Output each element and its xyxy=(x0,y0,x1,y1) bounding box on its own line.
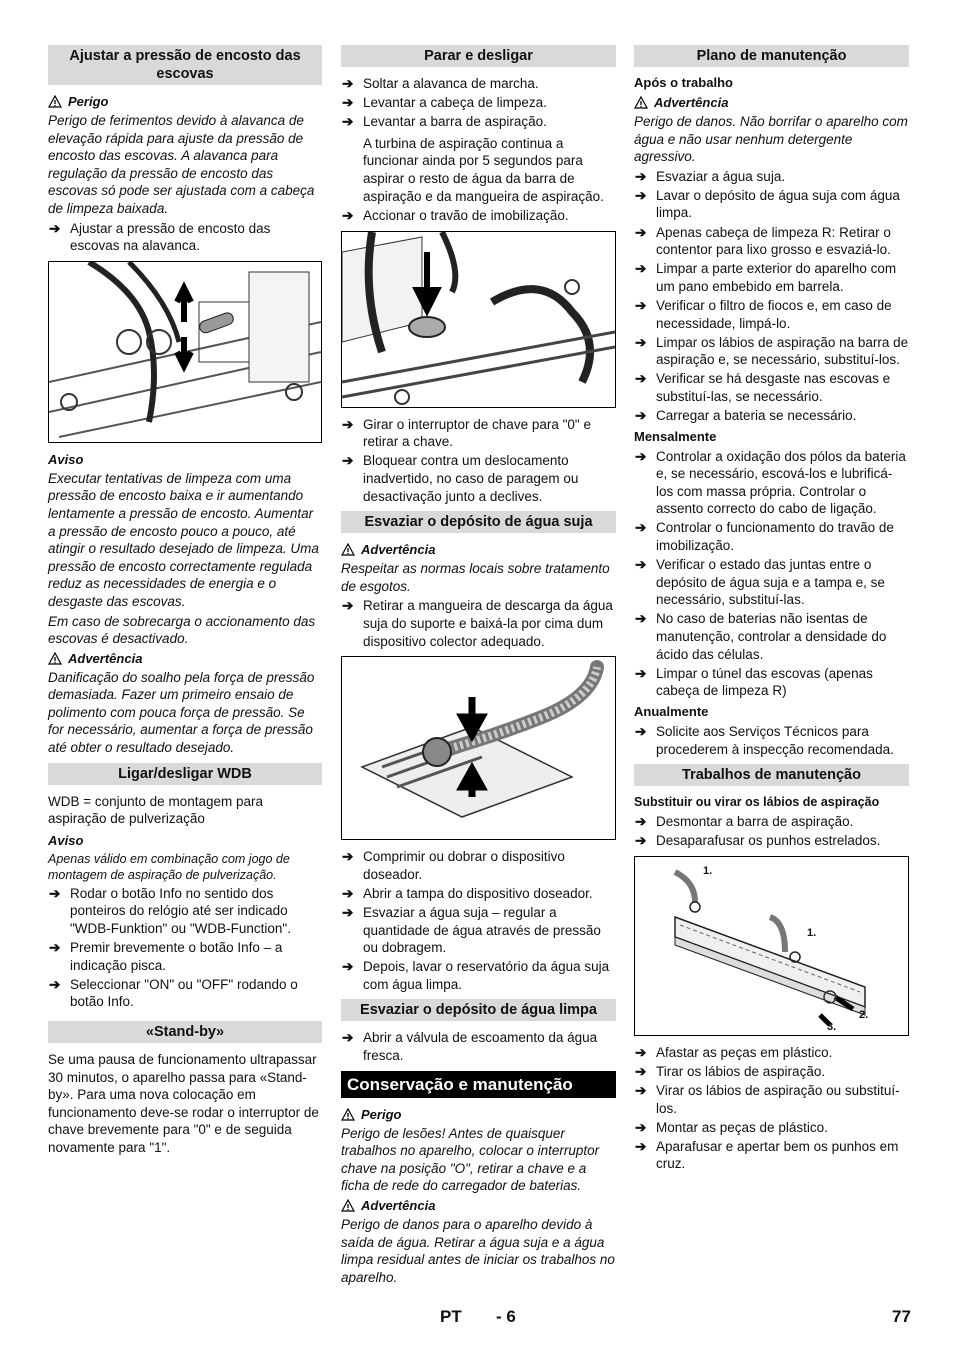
warning-text: Danificação do soalho pela força de pressão demasiada. Fazer um primeiro ensaio de polimento com pouca força de pressão. Se for necessário, aumentar a força de pressão até obter o resultado desejado. xyxy=(48,669,315,756)
arrow-right-icon: ➔ xyxy=(342,114,354,130)
notice-label: Aviso xyxy=(48,451,84,467)
step-item: ➔ Solicite aos Serviços Técnicos para procederem à inspecção recomendada. xyxy=(635,723,894,757)
section-heading: Parar e desligar xyxy=(341,45,616,67)
section-heading: Esvaziar o depósito de água suja xyxy=(341,511,616,533)
step-item: ➔ Abrir a tampa do dispositivo doseador. xyxy=(342,885,593,901)
step-item: ➔ Rodar o botão Info no sentido dos ponteiros do relógio até ser indicado "WDB-Funktion" ou "WDB-Function". xyxy=(49,885,291,937)
warning-label: Advertência xyxy=(48,650,322,667)
step-item: ➔ Accionar o travão de imobilização. xyxy=(342,208,569,224)
arrow-right-icon: ➔ xyxy=(635,334,647,350)
arrow-right-icon: ➔ xyxy=(635,1044,647,1060)
warning-triangle-icon xyxy=(341,1108,355,1121)
warning-triangle-icon xyxy=(341,543,355,556)
step-item: ➔ Carregar a bateria se necessário. xyxy=(635,408,857,423)
squeegee-lip-figure xyxy=(634,856,909,1036)
step-item: ➔ Aparafusar e apertar bem os punhos em cruz. xyxy=(635,1138,899,1172)
arrow-right-icon: ➔ xyxy=(342,416,354,432)
arrow-right-icon: ➔ xyxy=(635,448,647,464)
drain-hose-figure xyxy=(341,656,616,840)
step-item: ➔ Apenas cabeça de limpeza R: Retirar o contentor para lixo grosso e esvaziá-lo. xyxy=(635,224,891,258)
step-item: ➔ Esvaziar a água suja – regular a quantidade de água através de pressão ou dobragem. xyxy=(342,904,601,956)
figure-callout-1: 1. xyxy=(703,864,713,877)
step-item: ➔ Controlar a oxidação dos pólos da bateria e, se necessário, escová-los e lubrificá-los com massa própria. Controlar o assento correcto do cabo de ligação. xyxy=(635,448,906,517)
footer-page-local: - 6 xyxy=(496,1307,516,1326)
arrow-right-icon: ➔ xyxy=(635,1138,647,1154)
arrow-right-icon: ➔ xyxy=(635,371,647,387)
arrow-right-icon: ➔ xyxy=(635,665,647,681)
arrow-right-icon: ➔ xyxy=(635,224,647,240)
section-heading: «Stand-by» xyxy=(48,1021,322,1043)
step-item: ➔ No caso de baterias não isentas de manutenção, controlar a densidade do ácido das células. xyxy=(635,611,887,662)
arrow-right-icon: ➔ xyxy=(342,959,354,975)
step-list xyxy=(634,723,909,758)
step-list xyxy=(341,1029,616,1064)
arrow-right-icon: ➔ xyxy=(49,220,61,236)
arrow-right-icon: ➔ xyxy=(342,598,354,614)
arrow-right-icon: ➔ xyxy=(342,885,354,901)
step-item: ➔ Afastar as peças em plástico. xyxy=(635,1044,833,1060)
notice-text: Apenas válido em combinação com jogo de montagem de aspiração de pulverização. xyxy=(48,851,290,882)
warning-label: Advertência xyxy=(341,1197,616,1214)
warning-label: Advertência xyxy=(341,541,616,558)
arrow-right-icon: ➔ xyxy=(635,1082,647,1098)
step-item: ➔ Tirar os lábios de aspiração. xyxy=(635,1063,826,1079)
parking-brake-figure xyxy=(341,231,616,408)
column-3 xyxy=(634,45,909,1177)
step-list xyxy=(341,416,616,505)
step-item: ➔ Retirar a mangueira de descarga da água suja do suporte e baixá-la por cima dum dispositivo colector adequado. xyxy=(342,598,613,649)
arrow-right-icon: ➔ xyxy=(342,95,354,111)
warning-label: Advertência xyxy=(634,94,909,111)
warning-triangle-icon xyxy=(634,96,648,109)
warning-triangle-icon xyxy=(341,1199,355,1212)
step-list xyxy=(634,168,909,425)
step-item: ➔ Limpar a parte exterior do aparelho com um pano embebido em barrela. xyxy=(635,261,897,294)
subheading: Anualmente xyxy=(634,703,709,719)
notice-text-2: Em caso de sobrecarga o accionamento das escovas é desactivado. xyxy=(48,613,316,647)
step-item: ➔ Virar os lábios de aspiração ou substituí-los. xyxy=(635,1082,900,1116)
step-list xyxy=(341,848,616,993)
arrow-right-icon: ➔ xyxy=(635,723,647,739)
step-item: ➔ Premir brevemente o botão Info – a indicação pisca. xyxy=(49,940,283,973)
step-item: ➔ Depois, lavar o reservatório da água suja com água limpa. xyxy=(342,959,610,992)
step-note: A turbina de aspiração continua a funcionar ainda por 5 segundos para aspirar o resto de água da barra de aspiração e da mangueira de aspiração. xyxy=(363,135,604,204)
step-list xyxy=(634,1044,909,1173)
arrow-right-icon: ➔ xyxy=(635,1063,647,1079)
step-list xyxy=(341,207,616,225)
notice-text: Executar tentativas de limpeza com uma pressão de encosto baixa e ir aumentando lentamente a pressão de encosto. Aumentar a pressão de encosto pouco a pouco, até atingir o resultado desejado de limpeza. Uma pressão de encosto correctamente regulada reduz as necessidades de energia e o desgaste das escovas. xyxy=(48,470,319,609)
section-heading: Plano de manutenção xyxy=(634,45,909,67)
footer-language: PT xyxy=(440,1307,462,1326)
step-item: ➔ Ajustar a pressão de encosto das escovas na alavanca. xyxy=(49,220,271,254)
step-item: ➔ Montar as peças de plástico. xyxy=(635,1119,828,1135)
step-item: ➔ Abrir a válvula de escoamento da água fresca. xyxy=(342,1030,598,1064)
arrow-right-icon: ➔ xyxy=(342,208,354,224)
arrow-right-icon: ➔ xyxy=(49,976,61,992)
step-list xyxy=(48,220,322,255)
arrow-right-icon: ➔ xyxy=(635,1119,647,1135)
step-item: ➔ Limpar os lábios de aspiração na barra de aspiração e, se necessário, substituí-los. xyxy=(635,334,909,368)
step-list xyxy=(634,448,909,700)
brush-pressure-lever-figure xyxy=(48,261,322,443)
step-item: ➔ Verificar o filtro de fiocos e, em caso de necessidade, limpá-lo. xyxy=(635,297,892,331)
arrow-right-icon: ➔ xyxy=(635,187,647,203)
arrow-right-icon: ➔ xyxy=(342,904,354,920)
step-item: ➔ Controlar o funcionamento do travão de imobilização. xyxy=(635,520,894,554)
column-1 xyxy=(48,45,322,1161)
arrow-right-icon: ➔ xyxy=(635,833,647,849)
step-item: ➔ Verificar se há desgaste nas escovas e substituí-las, se necessário. xyxy=(635,371,891,404)
arrow-right-icon: ➔ xyxy=(635,297,647,313)
column-2 xyxy=(341,45,616,1288)
figure-callout-2: 2. xyxy=(859,1008,869,1021)
arrow-right-icon: ➔ xyxy=(49,885,61,901)
arrow-right-icon: ➔ xyxy=(635,261,647,277)
step-item: ➔ Esvaziar a água suja. xyxy=(635,168,786,184)
step-item: ➔ Bloquear contra um deslocamento inadvertido, no caso de paragem ou desactivação junto a declives. xyxy=(342,453,579,504)
step-item: ➔ Levantar a cabeça de limpeza. xyxy=(342,95,547,111)
arrow-right-icon: ➔ xyxy=(342,76,354,91)
step-list xyxy=(634,813,909,850)
section-heading: Ligar/desligar WDB xyxy=(48,763,322,785)
arrow-right-icon: ➔ xyxy=(49,940,61,956)
step-item: ➔ Lavar o depósito de água suja com água limpa. xyxy=(635,187,900,221)
chapter-heading: Conservação e manutenção xyxy=(341,1071,616,1098)
step-item: ➔ Desmontar a barra de aspiração. xyxy=(635,814,854,830)
step-list xyxy=(341,75,616,131)
step-item: ➔ Seleccionar "ON" ou "OFF" rodando o botão Info. xyxy=(49,976,298,1010)
danger-text: Perigo de ferimentos devido à alavanca de elevação rápida para ajuste da pressão de encosto das escovas. A alavanca para regulação da pressão de encosto das escovas só pode ser ajustada com a cabeça de limpeza baixada. xyxy=(48,113,315,216)
arrow-right-icon: ➔ xyxy=(342,453,354,469)
notice-label: Aviso xyxy=(48,832,84,848)
step-item: ➔ Limpar o túnel das escovas (apenas cabeça de limpeza R) xyxy=(635,665,873,699)
arrow-right-icon: ➔ xyxy=(635,814,647,830)
warning-text: Respeitar as normas locais sobre tratamento de esgotos. xyxy=(341,561,610,594)
step-item: ➔ Desaparafusar os punhos estrelados. xyxy=(635,833,881,849)
arrow-right-icon: ➔ xyxy=(342,1030,354,1046)
warning-triangle-icon xyxy=(48,95,62,108)
warning-triangle-icon xyxy=(48,652,62,665)
footer-page-number: 77 xyxy=(892,1307,911,1326)
subheading: Mensalmente xyxy=(634,428,717,444)
arrow-right-icon: ➔ xyxy=(635,611,647,627)
warning-text: Perigo de danos para o aparelho devido à saída de água. Retirar a água suja e a água limpa residual antes de iniciar os trabalhos no aparelho. xyxy=(341,1217,615,1285)
paragraph: Se uma pausa de funcionamento ultrapassar 30 minutos, o aparelho passa para «Stand-by». Para uma nova colocação em funcionamento deve-se rodar o interruptor de chave brevemente para "0" e de seguida novamente para "1". xyxy=(48,1052,319,1155)
arrow-right-icon: ➔ xyxy=(635,557,647,573)
figure-callout-3: 3. xyxy=(827,1020,837,1033)
section-heading: Trabalhos de manutenção xyxy=(634,764,909,786)
step-list xyxy=(341,597,616,650)
figure-callout-1b: 1. xyxy=(807,926,817,939)
step-item: ➔ Soltar a alavanca de marcha. xyxy=(342,76,539,91)
step-item: ➔ Verificar o estado das juntas entre o depósito de água suja e a tampa e, se necessário, substituí-las. xyxy=(635,557,885,608)
step-list xyxy=(48,885,322,1011)
step-item: ➔ Girar o interruptor de chave para "0" e retirar a chave. xyxy=(342,416,591,450)
arrow-right-icon: ➔ xyxy=(635,408,647,423)
section-heading: Ajustar a pressão de encosto das escovas xyxy=(48,45,322,85)
arrow-right-icon: ➔ xyxy=(635,168,647,184)
danger-label: Perigo xyxy=(341,1106,616,1123)
paragraph: WDB = conjunto de montagem para aspiração de pulverização xyxy=(48,793,263,827)
subheading: Após o trabalho xyxy=(634,75,733,90)
arrow-right-icon: ➔ xyxy=(635,520,647,536)
danger-text: Perigo de lesões! Antes de quaisquer trabalhos no aparelho, colocar o interruptor chave na posição "O", retirar a chave e a ficha de rede do carregador de baterias. xyxy=(341,1125,600,1194)
section-heading: Esvaziar o depósito de água limpa xyxy=(341,999,616,1021)
step-item: ➔ Comprimir ou dobrar o dispositivo doseador. xyxy=(342,849,565,882)
arrow-right-icon: ➔ xyxy=(342,849,354,865)
subheading: Substituir ou virar os lábios de aspiração xyxy=(634,795,880,810)
step-item: ➔ Levantar a barra de aspiração. xyxy=(342,114,547,130)
warning-text: Perigo de danos. Não borrifar o aparelho com água e não usar nenhum detergente agressivo. xyxy=(634,114,908,165)
danger-label: Perigo xyxy=(48,93,322,110)
